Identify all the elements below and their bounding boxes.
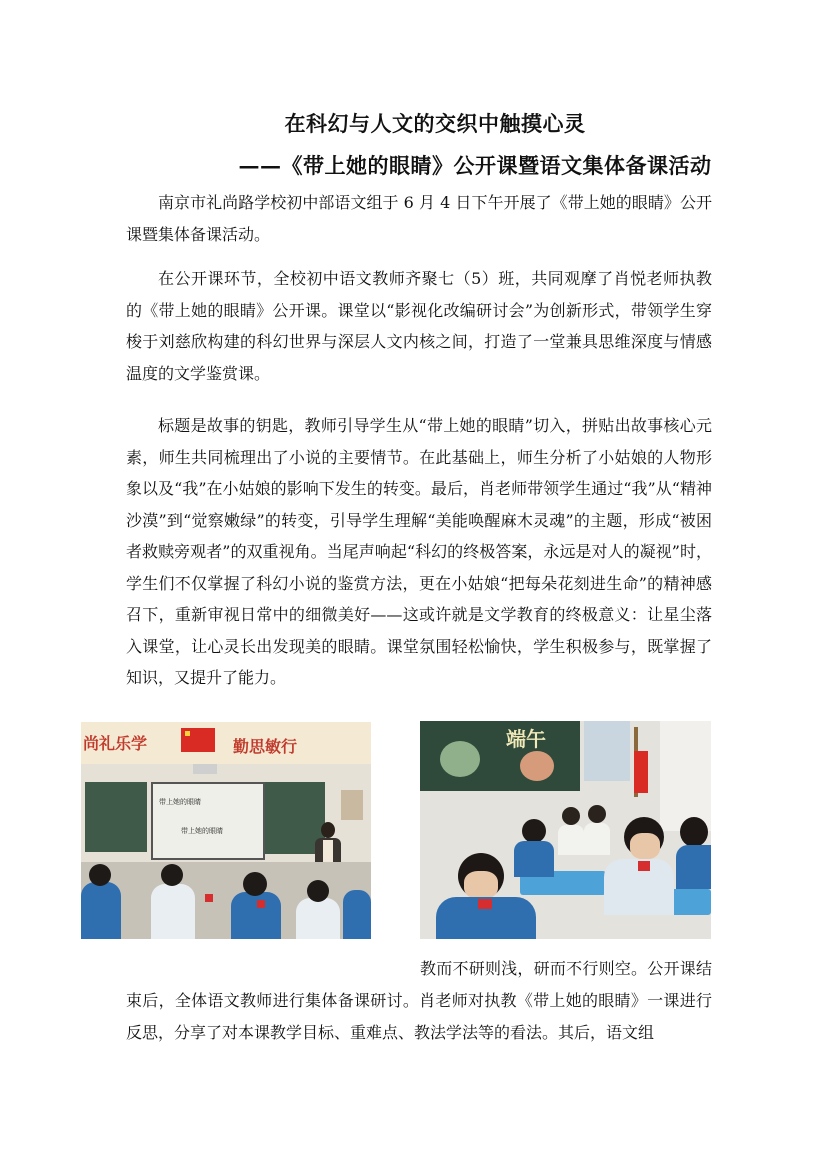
banner-slogan-left: 尚礼乐学 [83, 734, 148, 753]
flag-icon [634, 751, 648, 793]
paragraph-lesson-detail: 标题是故事的钥匙，教师引导学生从“带上她的眼睛”切入，拼贴出故事核心元素，师生共同梳理出了小说的主要情节。在此基础上，师生分析了小姑娘的人物形象以及“我”在小姑娘的影响下发生的转变。最后，肖老师带领学生通过“我”从“精神沙漠”到“觉察嫩绿”的转变，引导学生理解“美能唤醒麻木灵魂”的主题，形成“被困者救赎旁观者”的双重视角。当尾声响起“科幻的终极答案，永远是对人的凝视”时，学生们不仅掌握了科幻小说的鉴赏方法，更在小姑娘“把每朵花刻进生命”的精神感召下，重新审视日常中的细微美好——这或许就是文学教育的终极意义：让星尘落入课堂，让心灵长出发现美的眼睛。课堂氛围轻松愉快，学生积极参与，既掌握了知识，又提升了能力。 [126, 416, 712, 687]
article-title: 在科幻与人文的交织中触摸心灵 [284, 111, 586, 136]
screen-line: 带上她的眼睛 [159, 798, 201, 806]
banner-slogan-right: 勤思敏行 [233, 737, 298, 756]
screen-line: 带上她的眼睛 [181, 827, 223, 835]
classroom-photo-teacher [81, 722, 371, 939]
paragraph-intro: 南京市礼尚路学校初中部语文组于 6 月 4 日下午开展了《带上她的眼睛》公开课暨集体备课活动。 [126, 193, 712, 244]
paragraph-collective-prep: 教而不研则浅，研而不行则空。公开课结束后，全体语文教师进行集体备课研讨。肖老师对执教《带上她的眼睛》一课进行反思，分享了对本课教学目标、重难点、教法学法等的看法。其后，语文组 [126, 959, 712, 1042]
paragraph-open-class: 在公开课环节，全校初中语文教师齐聚七（5）班，共同观摩了肖悦老师执教的《带上她的眼睛》公开课。课堂以“影视化改编研讨会”为创新形式，带领学生穿梭于刘慈欣构建的科幻世界与深层人文内核之间，打造了一堂兼具思维深度与情感温度的文学鉴赏课。 [126, 269, 712, 383]
projector-icon [193, 764, 217, 774]
classroom-photo-students [420, 721, 711, 939]
article-subtitle: ——《带上她的眼睛》公开课暨语文集体备课活动 [238, 153, 712, 178]
chalkboard-heading: 端午 [506, 727, 546, 751]
